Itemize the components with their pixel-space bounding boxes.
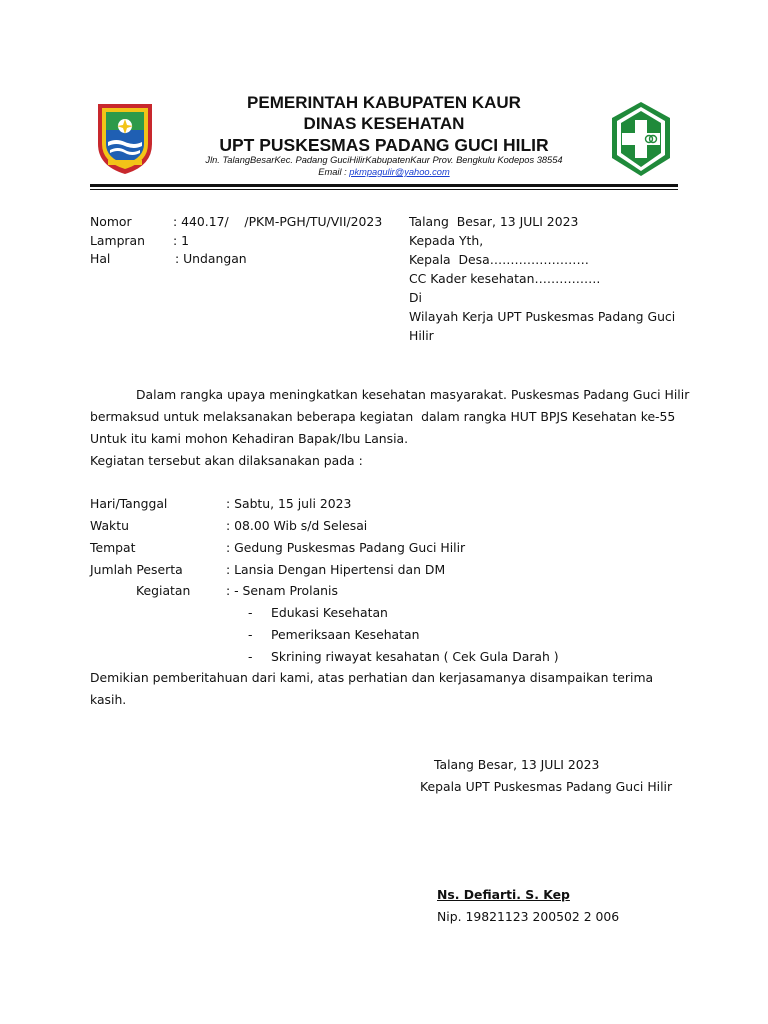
peserta-value: : Lansia Dengan Hipertensi dan DM xyxy=(226,562,446,577)
body-paragraph-line3: Untuk itu kami mohon Kehadiran Bapak/Ibu Lansia. xyxy=(90,431,409,446)
activity-dash: - xyxy=(248,649,253,664)
hari-value: : Sabtu, 15 juli 2023 xyxy=(226,496,352,511)
email-link[interactable]: pkmpagulir@yahoo.com xyxy=(349,167,450,177)
hal-label: Hal xyxy=(90,251,111,266)
body-paragraph-2: Kegiatan tersebut akan dilaksanakan pada : xyxy=(90,453,363,468)
hal-value: : Undangan xyxy=(175,251,247,266)
lampiran-label: Lampran xyxy=(90,233,145,248)
signature-name: Ns. Defiarti. S. Kep xyxy=(437,887,570,902)
tempat-value: : Gedung Puskesmas Padang Guci Hilir xyxy=(226,540,466,555)
kaur-regency-emblem xyxy=(94,100,156,176)
activity-item: Pemeriksaan Kesehatan xyxy=(271,627,420,642)
header-rule-thin xyxy=(90,189,678,190)
lampiran-value: : 1 xyxy=(173,233,189,248)
activity-item: Edukasi Kesehatan xyxy=(271,605,388,620)
recipient-wilayah-line2: Hilir xyxy=(409,328,434,343)
activity-dash: - xyxy=(248,605,253,620)
recipient-to: Kepada Yth, xyxy=(409,233,484,248)
signature-nip: Nip. 19821123 200502 2 006 xyxy=(437,909,620,924)
hari-label: Hari/Tanggal xyxy=(90,496,168,511)
recipient-cc: CC Kader kesehatan……………. xyxy=(409,271,601,286)
recipient-kepala: Kepala Desa…………………… xyxy=(409,252,589,267)
activity-item: Skrining riwayat kesahatan ( Cek Gula Darah ) xyxy=(271,649,559,664)
tempat-label: Tempat xyxy=(90,540,136,555)
header-government: PEMERINTAH KABUPATEN KAUR xyxy=(247,93,521,112)
signature-place-date: Talang Besar, 13 JULI 2023 xyxy=(434,757,600,772)
puskesmas-logo xyxy=(609,100,673,178)
body-paragraph-line2: bermaksud untuk melaksanakan beberapa kegiatan dalam rangka HUT BPJS Kesehatan ke-55 xyxy=(90,409,676,424)
kegiatan-value: : - Senam Prolanis xyxy=(226,583,338,598)
signature-title: Kepala UPT Puskesmas Padang Guci Hilir xyxy=(420,779,673,794)
email-label: Email : xyxy=(318,167,350,177)
recipient-wilayah-line1: Wilayah Kerja UPT Puskesmas Padang Guci xyxy=(409,309,676,324)
closing-line1: Demikian pemberitahuan dari kami, atas perhatian dan kerjasamanya disampaikan terima xyxy=(90,670,654,685)
kegiatan-label: Kegiatan xyxy=(136,583,191,598)
header-address: Jln. TalangBesarKec. Padang GuciHilirKabupatenKaur Prov. Bengkulu Kodepos 38554 xyxy=(205,155,563,165)
nomor-label: Nomor xyxy=(90,214,132,229)
closing-line2: kasih. xyxy=(90,692,127,707)
header-department: DINAS KESEHATAN xyxy=(303,114,465,133)
activity-dash: - xyxy=(248,627,253,642)
peserta-label: Jumlah Peserta xyxy=(90,562,183,577)
header-email-line xyxy=(150,167,618,177)
recipient-place-date: Talang Besar, 13 JULI 2023 xyxy=(409,214,579,229)
header-rule-thick xyxy=(90,184,678,187)
waktu-label: Waktu xyxy=(90,518,129,533)
header-institution: UPT PUSKESMAS PADANG GUCI HILIR xyxy=(219,135,549,155)
nomor-value: : 440.17/ /PKM-PGH/TU/VII/2023 xyxy=(173,214,383,229)
body-paragraph-line1: Dalam rangka upaya meningkatkan kesehatan masyarakat. Puskesmas Padang Guci Hilir xyxy=(136,387,690,402)
recipient-di: Di xyxy=(409,290,422,305)
waktu-value: : 08.00 Wib s/d Selesai xyxy=(226,518,368,533)
